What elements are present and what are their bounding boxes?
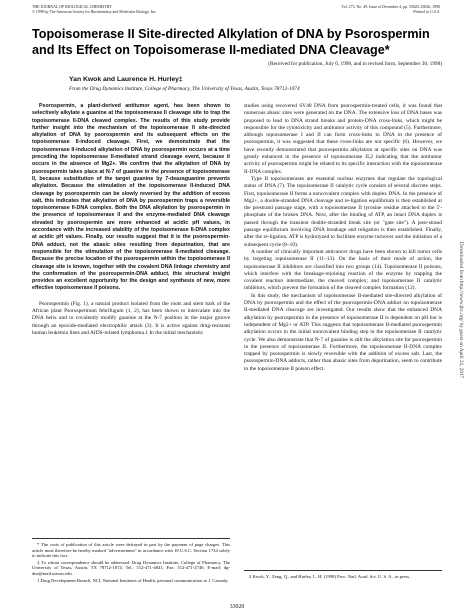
body-paragraph: studies using recovered SV40 DNA from psorospermin-treated cells, it was found that numerous abasic sites were generated on the DNA. The extensive loss of DNA bases was proposed to lead to DNA strand breaks and protein-DNA cross-links, which might be responsible for the cytotoxicity and antitumor activity of this compound (5). Furthermore, although topoisomerase I and II can form cross-links to DNA in the presence of psorospermin, it was suggested that these cross-links are not specific (6). However, we have recently demonstrated that psorospermin alkylation at specific sites on DNA was greatly enhanced in the presence of topoisomerase II,2 indicating that the antitumor activity of psorospermin might be related to its specific interaction with the topoisomerase II-DNA complex. — [244, 103, 442, 175]
journal-header — [32, 5, 156, 15]
volume-issue: Vol. 273, No. 49, Issue of December 4, pp. 33020–33026, 1998 — [341, 5, 440, 9]
received-dates: (Received for publication, July 6, 1998, and in revised form, September 30, 1998) — [268, 61, 442, 67]
page-number: 33020 — [229, 604, 245, 610]
issue-header — [341, 5, 440, 15]
download-link[interactable]: Downloaded from http://www.jbc.org/ by guest on April 21, 2017 — [458, 241, 464, 379]
introduction-paragraph: Psorospermin (Fig. 1), a natural product isolated from the roots and stem bark of the African plant Psorospermum febrifugum (1, 2), has been shown to intercalate into the DNA helix and to covalently modify guanine at the N-7 position in the major groove through an epoxide-mediated electrophilic attack (3). It is active against drug-resistant human leukemia lines and AIDS-related lymphoma.1 In the initial mechanistic — [32, 300, 230, 336]
author-list: Yan Kwok and Laurence H. Hurley‡ — [69, 76, 183, 83]
footnote-reference: 2 Kwok, Y., Zeng, Q., and Hurley, L. H. (1998) Proc. Natl. Acad. Sci. U. S. A., in press. — [249, 574, 411, 579]
body-paragraph: A number of clinically important anticancer drugs have been shown to kill tumor cells by targeting topoisomerase II (11–13). On the basis of their mode of action, the topoisomerase II inhibitors are classified into two groups (14). Topoisomerase II poisons, which interfere with the breakage-rejoining reaction of the enzyme by trapping the covalent reaction intermediate, the cleaved complex; and topoisomerase II catalytic inhibitors, which prevent the formation of the cleaved complex formation (12). — [244, 248, 442, 292]
journal-name: THE JOURNAL OF BIOLOGICAL CHEMISTRY — [32, 5, 112, 9]
footnotes — [32, 538, 230, 584]
footnote-personal-communication: 1 Drug Development Branch, NCI, National Institutes of Health, personal communication to J. Cassady. — [37, 577, 229, 583]
printed-in: Printed in U.S.A. — [413, 10, 440, 14]
abstract: Psorospermin, a plant-derived antitumor agent, has been shown to selectively alkylate a guanine at the topoisomerase II cleavage site to trap the topoisomerase II-DNA cleaved complex. The results of this study provide further insight into the mechanism of the topoisomerase II site-directed alkylation of DNA by psorospermin and its subsequent effects on the topoisomerase II-induced cleavage. First, we demonstrate that the topoisomerase II-induced alkylation of DNA by psorospermin occurs at a time preceding the topoisomerase II-mediated strand cleavage event, because it occurs in the absence of Mg2+. We confirm that the alkylation of DNA by psorospermin takes place at N-7 of guanine in the presence of topoisomerase II, because substitution of the target guanine by 7-deazaguanine prevents alkylation. Because the stimulation of the topoisomerase II-induced DNA cleavage by psorospermin can be slowly reversed by the addition of excess salt, this indicates that alkylation of DNA by psorospermin traps a reversible topoisomerase II-DNA complex. Both the DNA alkylation by psorospermin in the presence of topoisomerase II and the enzyme-mediated DNA cleavage elevated by psorospermin are more enhanced at acidic pH values, in accordance with the increased stability of the topoisomerase II-DNA complex at acidic pH values. Finally, our results suggest that it is the psorospermin-DNA adduct, not the abasic sites resulting from depurination, that are responsible for the stimulation of the topoisomerase II-mediated cleavage. Because the precise location of the psorospermin within the topoisomerase II cleavage site is known, together with the covalent DNA linkage chemistry and the conformation of the psorospermin-DNA adduct, this structural insight provides an excellent opportunity for the design and synthesis of new, more effective topoisomerase II poisons. — [32, 103, 230, 292]
footnote-correspondence: ‡ To whom correspondence should be addressed: Drug Dynamics Institute, College of Pharmacy, The University of Texas, Austin, TX 78712-1074. Tel.: 512-471-4841; Fax: 512-471-2746; E-mail: dg-dna@mail.utexas.edu. — [32, 559, 230, 576]
copyright-notice: © 1998 by The American Society for Biochemistry and Molecular Biology, Inc. — [32, 10, 157, 14]
right-column — [244, 103, 442, 373]
body-paragraph: In this study, the mechanism of topoisomerase II-mediated site-directed alkylation of DNA by psorospermin and the effect of the psorospermin-DNA adduct on topoisomerase II-mediated DNA cleavage are investigated. Our results show that the enhanced DNA alkylation by psorospermin in the presence of topoisomerase II is dependent on pH but is independent of Mg2+ or ATP. This suggests that topoisomerase II-mediated psorospermin alkylation occurs in the initial noncovalent binding step in the topoisomerase II catalytic cycle. We also demonstrate that N-7 of guanine is still the alkylation site for psorospermin in the presence of topoisomerase II. Furthermore, the topoisomerase II-DNA complex trapped by psorospermin is slowly reversible with the addition of excess salt. Last, the psorospermin-DNA adducts, rather than abasic sites from depurination, seem to contribute to the topoisomerase II poison effect. — [244, 292, 442, 372]
left-column — [32, 103, 230, 337]
reference-footnote — [244, 570, 442, 580]
body-paragraph: Type II topoisomerases are essential nuclear enzymes that regulate the topological status of DNA (7). The topoisomerase II catalytic cycle consists of several discrete steps. First, topoisomerase II forms a noncovalent complex with duplex DNA. In the presence of Mg2+, a double-stranded DNA cleavage and re-ligation equilibrium is then established at the prestrand passage stage, with a topoisomerase II tyrosine residue attached to the 5'-phosphate of the broken DNA. Next, after the binding of ATP, an intact DNA duplex is passed through the transient double-stranded break site (or "gate site"). A post-strand passage equilibrium involving DNA breakage and religation is then established. Finally, after the re-ligation, ATP is hydrolyzed to facilitate enzyme turnover and the initiation of a subsequent cycle (8–10). — [244, 175, 442, 248]
footnote-costs: * The costs of publication of this article were defrayed in part by the payment of page charges. This article must therefore be hereby marked "advertisement" in accordance with 18 U.S.C. Section 1734 solely to indicate this fact. — [32, 542, 230, 559]
download-watermark — [455, 140, 467, 480]
author-affiliation: From the Drug Dynamics Institute, College of Pharmacy, The University of Texas, Austin, Texas 78712-1074 — [69, 86, 300, 92]
article-title: Topoisomerase II Site-directed Alkylation of DNA by Psorospermin and Its Effect on Topoisomerase II-mediated DNA Cleavage* — [32, 27, 430, 57]
